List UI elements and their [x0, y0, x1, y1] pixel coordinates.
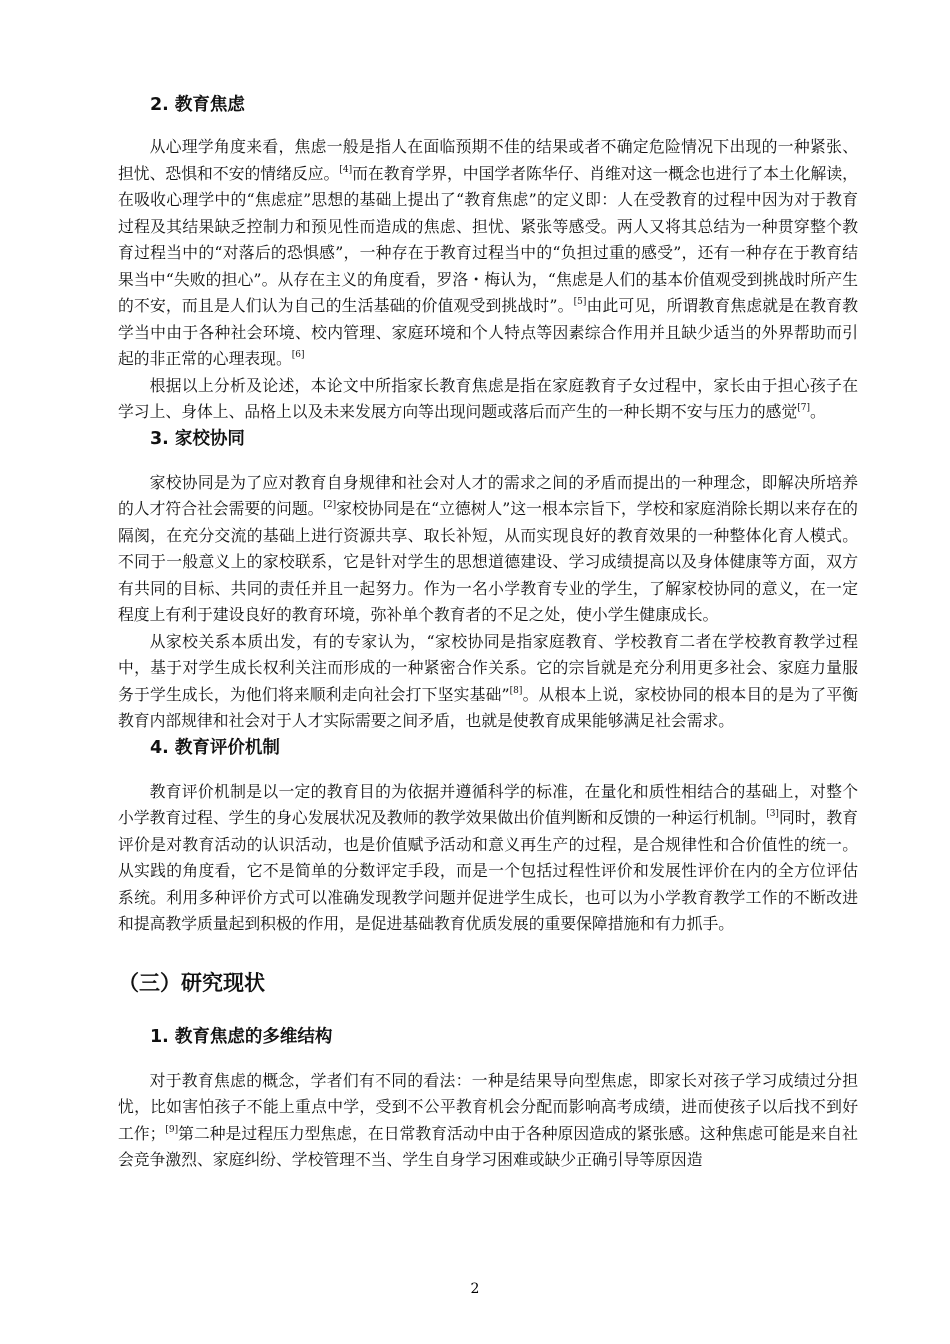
text-run: 教育评价机制是以一定的教育目的为依据并遵循科学的标准，在量化和质性相结合的基础上，对整个小学教育过程、学生的身心发展状况及教师的教学效果做出价值判断和反馈的一种运行机制。	[118, 781, 858, 827]
section-heading-evaluation-mechanism: 4. 教育评价机制	[150, 737, 280, 758]
paragraph	[118, 134, 858, 373]
paragraph	[118, 779, 858, 938]
text-run: 根据以上分析及论述，本论文中所指家长教育焦虑是指在家庭教育子女过程中，家长由于担心孩子在学习上、身体上、品格上以及未来发展方向等出现问题或落后而产生的一种长期不安与压力的感觉	[118, 375, 858, 421]
citation-ref: [6]	[291, 350, 305, 360]
citation-ref: [9]	[165, 1124, 179, 1135]
text-run: 。从根本上说，家校协同的根本目的是为了平衡教育内部规律和社会对于人才实际需要之间矛盾，也就是使教育成果能够满足社会需求。	[118, 684, 858, 730]
section-heading-educational-anxiety: 2. 教育焦虑	[150, 95, 245, 115]
text-run: 而在教育学界，中国学者陈华仔、肖维对这一概念也进行了本土化解读，在吸收心理学中的“焦虑症”思想的基础上提出了“教育焦虑”的定义即：人在受教育的过程中因为对于教育过程及其结果缺乏控制力和预见性而造成的焦虑、担忧、紧张等感受。两人又将其总结为一种贯穿整个教育过程当中的“对落后的恐惧感”，一种存在于教育过程当中的“负担过重的感受”，还有一种存在于教育结果当中“失败的担心”。从存在主义的角度看，罗洛・梅认为，“焦虑是人们的基本价值观受到挑战时所产生的不安，而且是人们认为自己的生活基础的价值观受到挑战时”。	[118, 163, 858, 315]
text-run: 。	[810, 402, 826, 421]
citation-ref: [3]	[766, 809, 779, 819]
paragraph	[118, 629, 858, 735]
text-run: 第二种是过程压力型焦虑，在日常教育活动中由于各种原因造成的紧张感。这种焦虑可能是来自社会竞争激烈、家庭纠纷、学校管理不当、学生自身学习困难或缺少正确引导等原因造	[118, 1123, 858, 1169]
citation-ref: [7]	[797, 403, 811, 413]
text-run: 同时，教育评价是对教育活动的认识活动，也是价值赋予活动和意义再生产的过程，是合规律性和合价值性的统一。从实践的角度看，它不是简单的分数评定手段，而是一个包括过程性评价和发展性评价在内的全方位评估系统。利用多种评价方式可以准确发现教学问题并促进学生成长，也可以为小学教育教学工作的不断改进和提高教学质量起到积极的作用，是促进基础教育优质发展的重要保障措施和有力抓手。	[118, 808, 858, 933]
paragraph	[118, 1068, 858, 1174]
text-run: 对于教育焦虑的概念，学者们有不同的看法：一种是结果导向型焦虑，即家长对孩子学习成绩过分担忧，比如害怕孩子不能上重点中学，受到不公平教育机会分配而影响高考成绩，进而使孩子以后找不到好工作；	[118, 1070, 858, 1143]
text-run: 家校协同是在“立德树人”这一根本宗旨下，学校和家庭消除长期以来存在的隔阂，在充分交流的基础上进行资源共享、取长补短，从而实现良好的教育效果的一种整体化育人模式。不同于一般意义上的家校联系，它是针对学生的思想道德建设、学习成绩提高以及身体健康等方面，双方有共同的目标、共同的责任并且一起努力。作为一名小学教育专业的学生，了解家校协同的意义，在一定程度上有利于建设良好的教育环境，弥补单个教育者的不足之处，使小学生健康成长。	[118, 499, 858, 624]
citation-ref: [2]	[323, 500, 337, 510]
major-section-heading: （三）研究现状	[118, 970, 265, 995]
page-number: 2	[470, 1281, 480, 1297]
text-run: 家校协同是为了应对教育自身规律和社会对人才的需求之间的矛盾而提出的一种理念，即解决所培养的人才符合社会需要的问题。	[118, 472, 858, 518]
text-run: 从家校关系本质出发，有的专家认为，“家校协同是指家庭教育、学校教育二者在学校教育教学过程中，基于对学生成长权利关注而形成的一种紧密合作关系。它的宗旨就是充分利用更多社会、家庭力量服务于学生成长，为他们将来顺利走向社会打下坚实基础”	[118, 631, 858, 704]
paragraph	[118, 373, 858, 426]
citation-ref: [5]	[573, 297, 587, 307]
subsection-heading-multidimensional-structure: 1. 教育焦虑的多维结构	[150, 1026, 333, 1047]
text-run: 从心理学角度来看，焦虑一般是指人在面临预期不佳的结果或者不确定危险情况下出现的一种紧张、担忧、恐惧和不安的情绪反应。	[118, 137, 858, 183]
citation-ref: [8]	[509, 685, 523, 696]
citation-ref: [4]	[339, 164, 353, 175]
text-run: 由此可见，所谓教育焦虑就是在教育教学当中由于各种社会环境、校内管理、家庭环境和个人特点等因素综合作用并且缺少适当的外界帮助而引起的非正常的心理表现。	[118, 296, 858, 368]
paragraph	[118, 470, 858, 629]
section-heading-home-school-collaboration: 3. 家校协同	[150, 428, 245, 449]
